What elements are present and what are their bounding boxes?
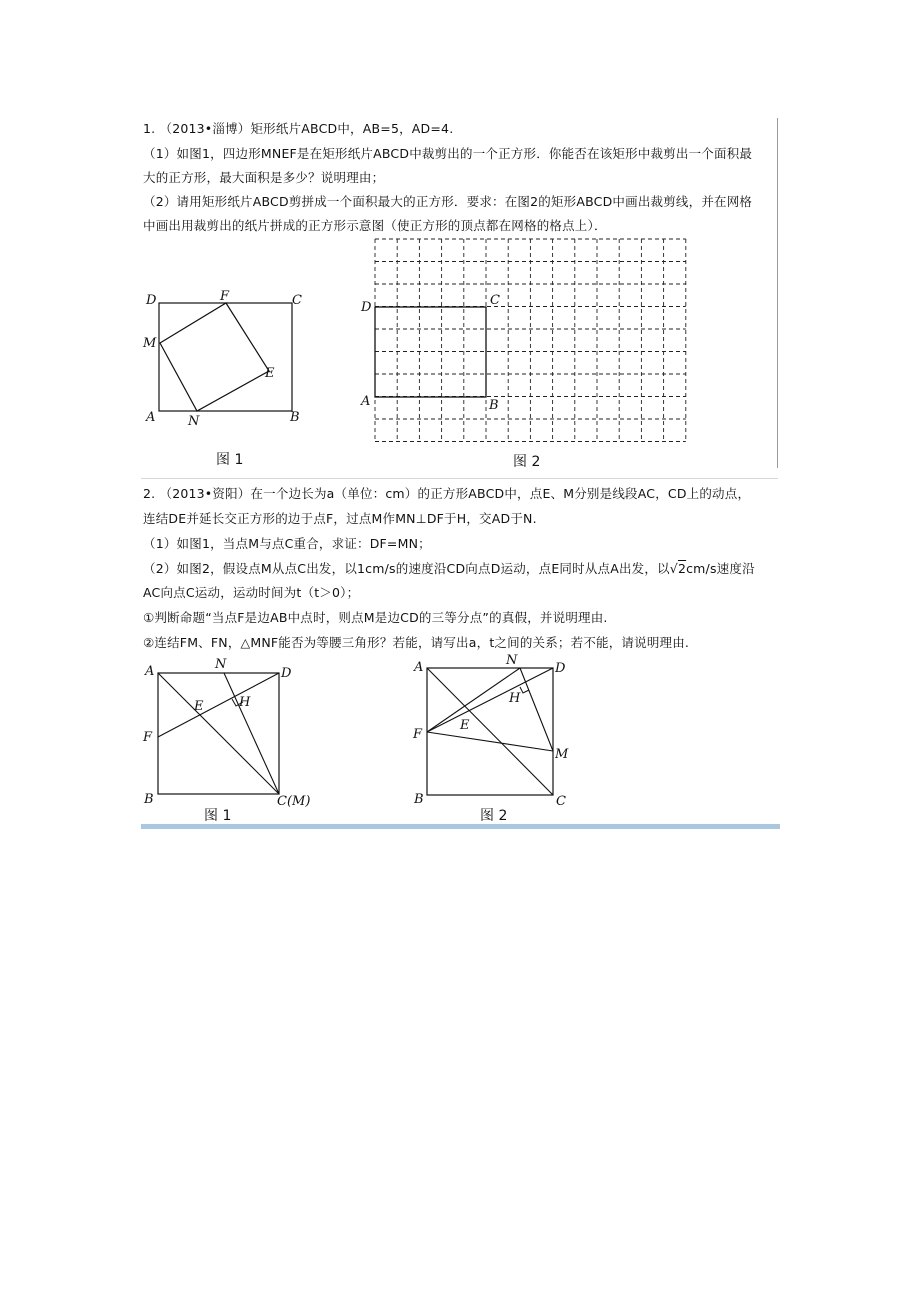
p2f1-label-n: N <box>215 657 227 672</box>
p2f1-label-f: F <box>143 730 153 745</box>
p2f1-label-b: B <box>144 792 154 807</box>
p2f1-label-h: H <box>239 695 251 710</box>
problem1-line3: 大的正方形，最大面积是多少？说明理由； <box>143 170 385 185</box>
problem2-line4 <box>143 561 755 577</box>
p2f1-label-e: E <box>194 699 204 714</box>
p2f1-line-ac <box>158 673 279 794</box>
p2-figure1 <box>140 655 330 825</box>
p1f1-label-a: A <box>146 410 156 425</box>
p1f2-dashed-grid <box>375 239 686 442</box>
right-border-line <box>777 118 778 468</box>
problem1-line2: （1）如图1，四边形MNEF是在矩形纸片ABCD中裁剪出的一个正方形．你能否在该矩形中裁剪出一个面积最 <box>143 146 753 161</box>
p1f1-label-b: B <box>290 410 300 425</box>
p1f1-label-d: D <box>146 293 157 308</box>
p2f1-label-a: A <box>145 664 155 679</box>
problem2-line4-radicand: 2 <box>677 561 687 576</box>
section-separator <box>141 478 778 479</box>
p1f2-label-a: A <box>361 394 371 409</box>
p1f1-label-f: F <box>220 289 230 304</box>
p1f1-label-c: C <box>292 293 302 308</box>
p2f2-line-df <box>427 668 553 732</box>
p2f2-line-fn <box>427 668 520 732</box>
problem2-line2: 连结DE并延长交正方形的边于点F，过点M作MN⊥DF于H，交AD于N. <box>143 511 537 526</box>
problem1-line5: 中画出用裁剪出的纸片拼成的正方形示意图（使正方形的顶点都在网格的格点上）． <box>143 218 607 233</box>
p1f2-label-c: C <box>490 293 500 308</box>
p2f2-label-a: A <box>414 660 424 675</box>
p2f2-label-n: N <box>506 653 518 668</box>
problem2-line1: 2. （2013•资阳）在一个边长为a（单位：cm）的正方形ABCD中，点E、M分别是线段AC，CD上的动点， <box>143 486 751 501</box>
problem2-line7: ②连结FM、FN，△MNF能否为等腰三角形？若能，请写出a，t之间的关系；若不能，请说明理由. <box>143 635 690 650</box>
p2f1-label-cm: C(M) <box>277 794 311 809</box>
p1f1-label-n: N <box>188 414 200 429</box>
p2f2-label-c: C <box>556 794 566 809</box>
p2f1-label-d: D <box>281 666 292 681</box>
problem2-line6: ①判断命题“当点F是边AB中点时，则点M是边CD的三等分点”的真假，并说明理由. <box>143 610 608 625</box>
p2f2-label-m: M <box>555 747 569 762</box>
p1f2-rectangle-abcd <box>375 307 486 397</box>
problem2-line4-pre: （2）如图2，假设点M从点C出发，以1cm/s的速度沿CD向点D运动，点E同时从点A出发，以 <box>143 561 670 576</box>
p2f2-caption: 图 2 <box>480 808 508 824</box>
p2-figure2 <box>405 650 585 825</box>
bottom-divider-bar <box>141 824 780 829</box>
p2f2-line-mn <box>520 668 553 751</box>
p2f2-label-e: E <box>460 718 470 733</box>
p1f2-label-b: B <box>489 398 499 413</box>
problem2-line5: AC向点C运动，运动时间为t（t＞0）； <box>143 585 360 600</box>
p1f1-label-m: M <box>143 336 157 351</box>
p1f1-label-e: E <box>265 366 275 381</box>
problem1-line4: （2）请用矩形纸片ABCD剪拼成一个面积最大的正方形．要求：在图2的矩形ABCD中画出裁剪线，并在网格 <box>143 194 753 209</box>
p2f2-label-f: F <box>413 727 423 742</box>
p2f1-line-mn <box>224 673 279 794</box>
p2f2-label-h: H <box>509 691 521 706</box>
p1-figure2 <box>355 235 700 470</box>
p2f2-label-d: D <box>555 661 566 676</box>
p1f2-caption: 图 2 <box>513 454 541 470</box>
problem2-line4-post: cm/s速度沿 <box>686 561 755 576</box>
p2f2-label-b: B <box>414 792 424 807</box>
sqrt-sign: √ <box>669 561 678 576</box>
p1f2-label-d: D <box>361 300 372 315</box>
p2f2-line-ac <box>427 668 553 795</box>
p1f1-square-mnef <box>160 303 269 411</box>
problem1-line1: 1. （2013•淄博）矩形纸片ABCD中，AB=5，AD=4. <box>143 121 454 136</box>
p2f1-caption: 图 1 <box>204 808 232 824</box>
p2f2-line-fm <box>427 732 553 751</box>
p1-figure1 <box>140 285 310 470</box>
problem2-line3: （1）如图1，当点M与点C重合，求证：DF=MN； <box>143 536 431 551</box>
p2f1-line-df <box>158 673 279 737</box>
p1f1-caption: 图 1 <box>216 452 244 468</box>
